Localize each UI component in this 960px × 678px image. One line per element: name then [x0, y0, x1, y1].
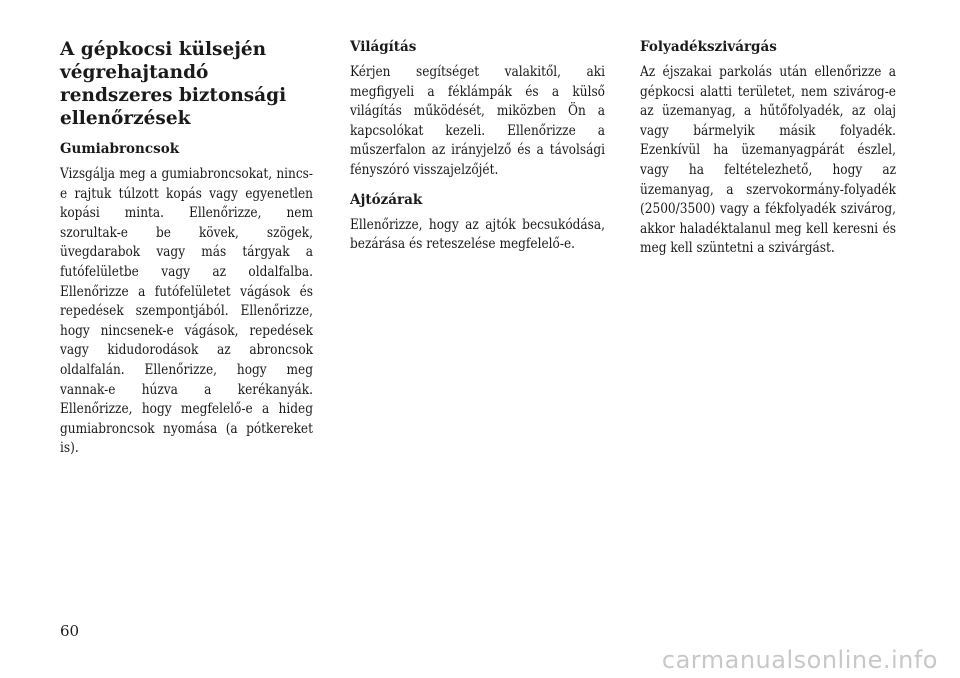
watermark: carmanualsonline.info: [661, 646, 938, 674]
heading-door-locks: Ajtózárak: [350, 191, 423, 208]
heading-lights: Világítás: [350, 39, 417, 55]
paragraph-door-locks: Ellenőrizze, hogy az ajtók becsukódása, bezárása és reteszelése megfelelő-e.: [350, 216, 605, 253]
paragraph-fluid-leaks: Az éjszakai parkolás után ellenőrizze a gépkocsi alatti területet, nem szivárog-e az üzemanyag, a hűtőfolyadék, az olaj vagy bármelyik másik folyadék. Ezenkívül ha üzemanyagpárát észlel, vagy ha feltételezhető, hogy az üzemanyag, a szervokormány-folyadék (2500/3500) vagy a fékfolyadék szivárog, akkor haladéktalanul meg kell keresni és meg kell szüntetni a szivárgást.: [640, 64, 896, 257]
paragraph-tires: Vizsgálja meg a gumiabroncsokat, nincs-e rajtuk túlzott kopás vagy egyenetlen kopási minta. Ellenőrizze, nem szorultak-e be kövek, szögek, üvegdarabok vagy más tárgyak a futófelületbe vagy az oldalfalba. Ellenőrizze a futófelületet vágások és repedések szempontjából. Ellenőrizze, hogy nincsenek-e vágások, repedések vagy kidudorodások az abroncsok oldalfalán. Ellenőrizze, hogy meg vannak-e húzva a kerékanyák. Ellenőrizze, hogy megfelelő-e a hideg gumiabroncsok nyomása (a pótkereket is).: [60, 166, 313, 457]
heading-tires: Gumiabroncsok: [60, 141, 180, 157]
middle-column: [350, 38, 605, 255]
heading-fluid-leaks: Folyadékszivárgás: [640, 39, 777, 55]
paragraph-lights: Kérjen segítséget valakitől, aki megfigyeli a féklámpák és a külső világítás működését, miközben Ön a kapcsolókat kezeli. Ellenőrizze a műszerfalon az irányjelző és a távolsági fényszóró visszajelzőjét.: [350, 64, 605, 178]
left-column: [60, 38, 313, 459]
section-title: A gépkocsi külsején végrehajtandó rendszeres biztonsági ellenőrzések: [60, 39, 287, 129]
right-column: [640, 38, 896, 259]
page-number: 60: [60, 622, 80, 640]
